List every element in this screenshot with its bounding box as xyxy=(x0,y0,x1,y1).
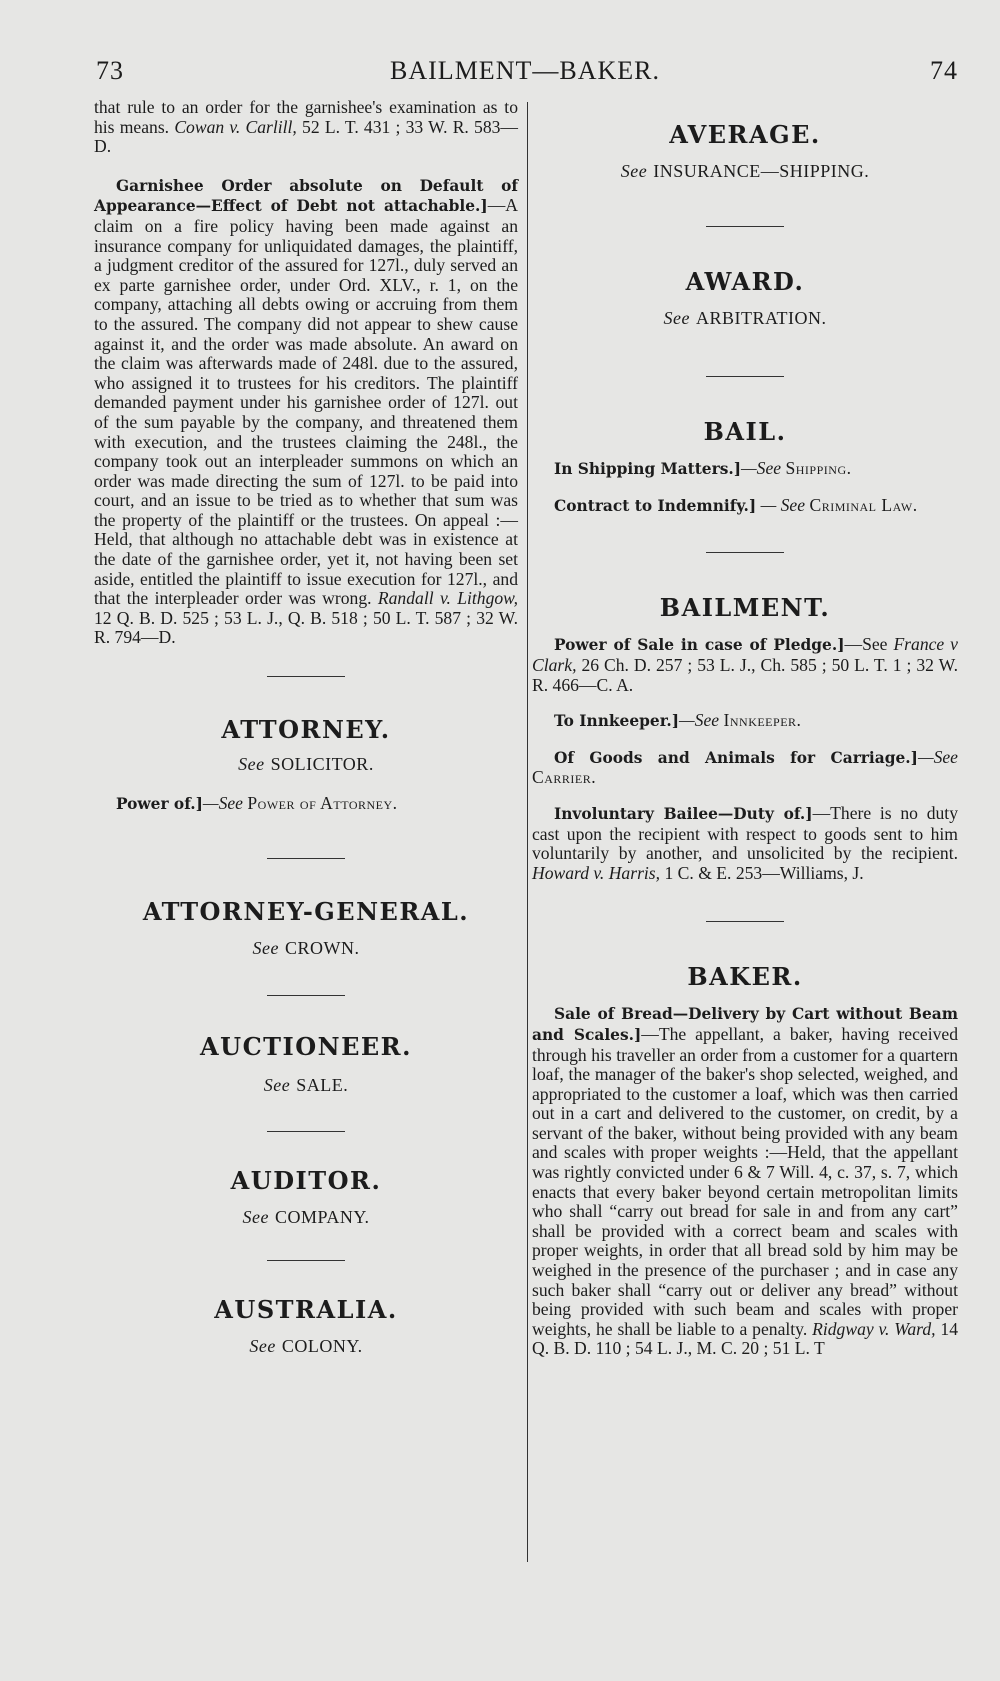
involuntary-bailee-entry: Involuntary Bailee—Duty of.]—There is no duty cast upon the recipient with respect to goods sent to him voluntarily by another, and unsolicited by the recipient. Howard v. Harris, 1 C. & E. 253—Williams, J. xyxy=(532,802,958,883)
section-divider xyxy=(267,1131,345,1132)
continued-paragraph: that rule to an order for the garnishee's examination as to his means. Cowan v. Carlill, 52 L. T. 431 ; 33 W. R. 583—D. xyxy=(94,97,519,157)
see-reference: See COLONY. xyxy=(249,1336,363,1356)
page-number-left: 73 xyxy=(96,56,124,85)
section-heading: BAKER. xyxy=(687,962,803,992)
section-bail xyxy=(532,417,958,516)
see-reference: See SOLICITOR. xyxy=(238,754,374,775)
section-heading: AVERAGE. xyxy=(669,120,821,149)
case-name: Ridgway v. Ward, xyxy=(812,1318,936,1339)
section-heading: AWARD. xyxy=(685,266,805,296)
power-of-entry: Power of.]—See Power of Attorney. xyxy=(116,792,398,813)
pledge-entry: Power of Sale in case of Pledge.]—See France v Clark, 26 Ch. D. 257 ; 53 L. J., Ch. 585 ; 50 L. T. 1 ; 32 W. R. 466—C. A. xyxy=(532,634,958,695)
page-number-right: 74 xyxy=(930,56,958,85)
entry-lead: Garnishee Order absolute on Default of Appearance—Effect of Debt not attachable.] xyxy=(94,176,518,216)
section-divider xyxy=(267,676,345,677)
section-divider xyxy=(706,226,784,227)
sale-of-bread-entry: Sale of Bread—Delivery by Cart without Beam and Scales.]—The appellant, a baker, having received through his traveller an order from a customer for a quartern loaf, the manager of the baker's shop selected, weighed, and appropriated to the customer a loaf, which was then carried out in a cart and delivered to the customer, on credit, by a servant of the baker, without being provided with any beam and scales with proper weights :—Held, that the appellant was rightly convicted under 6 & 7 Will. 4, c. 37, s. 7, which enacts that every baker beyond certain metropolitan limits who shall “carry out bread for sale in and from any cart” shall be provided with a correct beam and scales with proper weights, in order that all bread sold by him may be weighed in the presence of the purchaser ; and in case any such baker shall “carry out or deliver any bread” without being provided with such beam and scales with proper weights, he shall be liable to a penalty. Ridgway v. Ward, 14 Q. B. D. 110 ; 54 L. J., M. C. 20 ; 51 L. T xyxy=(532,1005,959,1359)
running-title: BAILMENT—BAKER. xyxy=(390,56,660,85)
section-heading: ATTORNEY-GENERAL. xyxy=(142,897,470,927)
section-heading: BAILMENT. xyxy=(659,593,831,623)
carriage-entry: Of Goods and Animals for Carriage.]—See Carrier. xyxy=(532,746,958,788)
section-heading: AUDITOR. xyxy=(230,1166,382,1196)
case-name: France v Clark, xyxy=(532,634,958,675)
section-divider xyxy=(267,858,345,859)
section-heading: BAIL. xyxy=(703,417,787,447)
section-average xyxy=(532,120,958,182)
section-attorney xyxy=(94,715,518,814)
see-reference: See ARBITRATION. xyxy=(663,307,827,328)
section-bailment xyxy=(532,593,958,883)
left-column xyxy=(94,98,518,1376)
section-auditor xyxy=(94,1166,518,1228)
see-reference: See CROWN. xyxy=(252,938,360,959)
see-reference: See COMPANY. xyxy=(242,1207,370,1228)
section-auctioneer xyxy=(94,1032,518,1096)
section-attorney-general xyxy=(94,897,518,959)
section-divider xyxy=(706,921,784,922)
garnishee-entry: Garnishee Order absolute on Default of Appearance—Effect of Debt not attachable.]—A claim on a fire policy having been made against an insurance company for unliquidated damages, the plaintiff, a judgment creditor of the assured for 127l., duly served an ex parte garnishee order, under Ord. XLV., r. 1, on the company, attaching all debts owing or accruing from them to the assured. The company did not appear to shew cause against it, and the order was made absolute. An award on the claim was afterwards made of 248l. due to the assured, who assigned it to trustees for his creditors. The plaintiff demanded payment under his garnishee order of 127l. out of the sum payable by the company, and threatened them with execution, and the trustees claiming the 248l., the company took out an interpleader summons on which an order was made directing the sum of 127l. to be paid into court, and an issue to be tried as to whether that sum was the property of the plaintiff or the trustees. On appeal :—Held, that although no attachable debt was in existence at the date of the garnishee order, yet it, not having been set aside, entitled the plaintiff to issue execution for 127l., and that the interpleader order was wrong. Randall v. Lithgow, 12 Q. B. D. 525 ; 53 L. J., Q. B. 518 ; 50 L. T. 587 ; 32 W. R. 794—D. xyxy=(94,176,518,648)
shipping-matters-entry: In Shipping Matters.]—See Shipping. xyxy=(554,458,852,479)
case-name: Cowan v. Carlill, xyxy=(174,116,297,137)
page-header xyxy=(92,56,958,90)
section-divider xyxy=(267,1260,345,1261)
section-heading: AUCTIONEER. xyxy=(200,1031,412,1061)
section-baker xyxy=(532,962,958,1359)
see-reference: See INSURANCE—SHIPPING. xyxy=(620,161,870,181)
section-heading: AUSTRALIA. xyxy=(214,1295,398,1324)
section-australia xyxy=(94,1295,518,1357)
section-divider xyxy=(267,995,345,996)
contract-indemnify-entry: Contract to Indemnify.] — See Criminal Law. xyxy=(554,494,918,515)
see-reference: See SALE. xyxy=(263,1074,349,1095)
case-name: Howard v. Harris, xyxy=(532,862,661,883)
section-award xyxy=(532,267,958,329)
section-divider xyxy=(706,376,784,377)
case-name: Randall v. Lithgow, xyxy=(377,588,518,609)
innkeeper-entry: To Innkeeper.]—See Innkeeper. xyxy=(554,710,802,731)
right-column xyxy=(532,98,958,1359)
section-divider xyxy=(706,552,784,553)
section-heading: ATTORNEY. xyxy=(221,715,391,745)
column-rule xyxy=(527,102,528,1562)
